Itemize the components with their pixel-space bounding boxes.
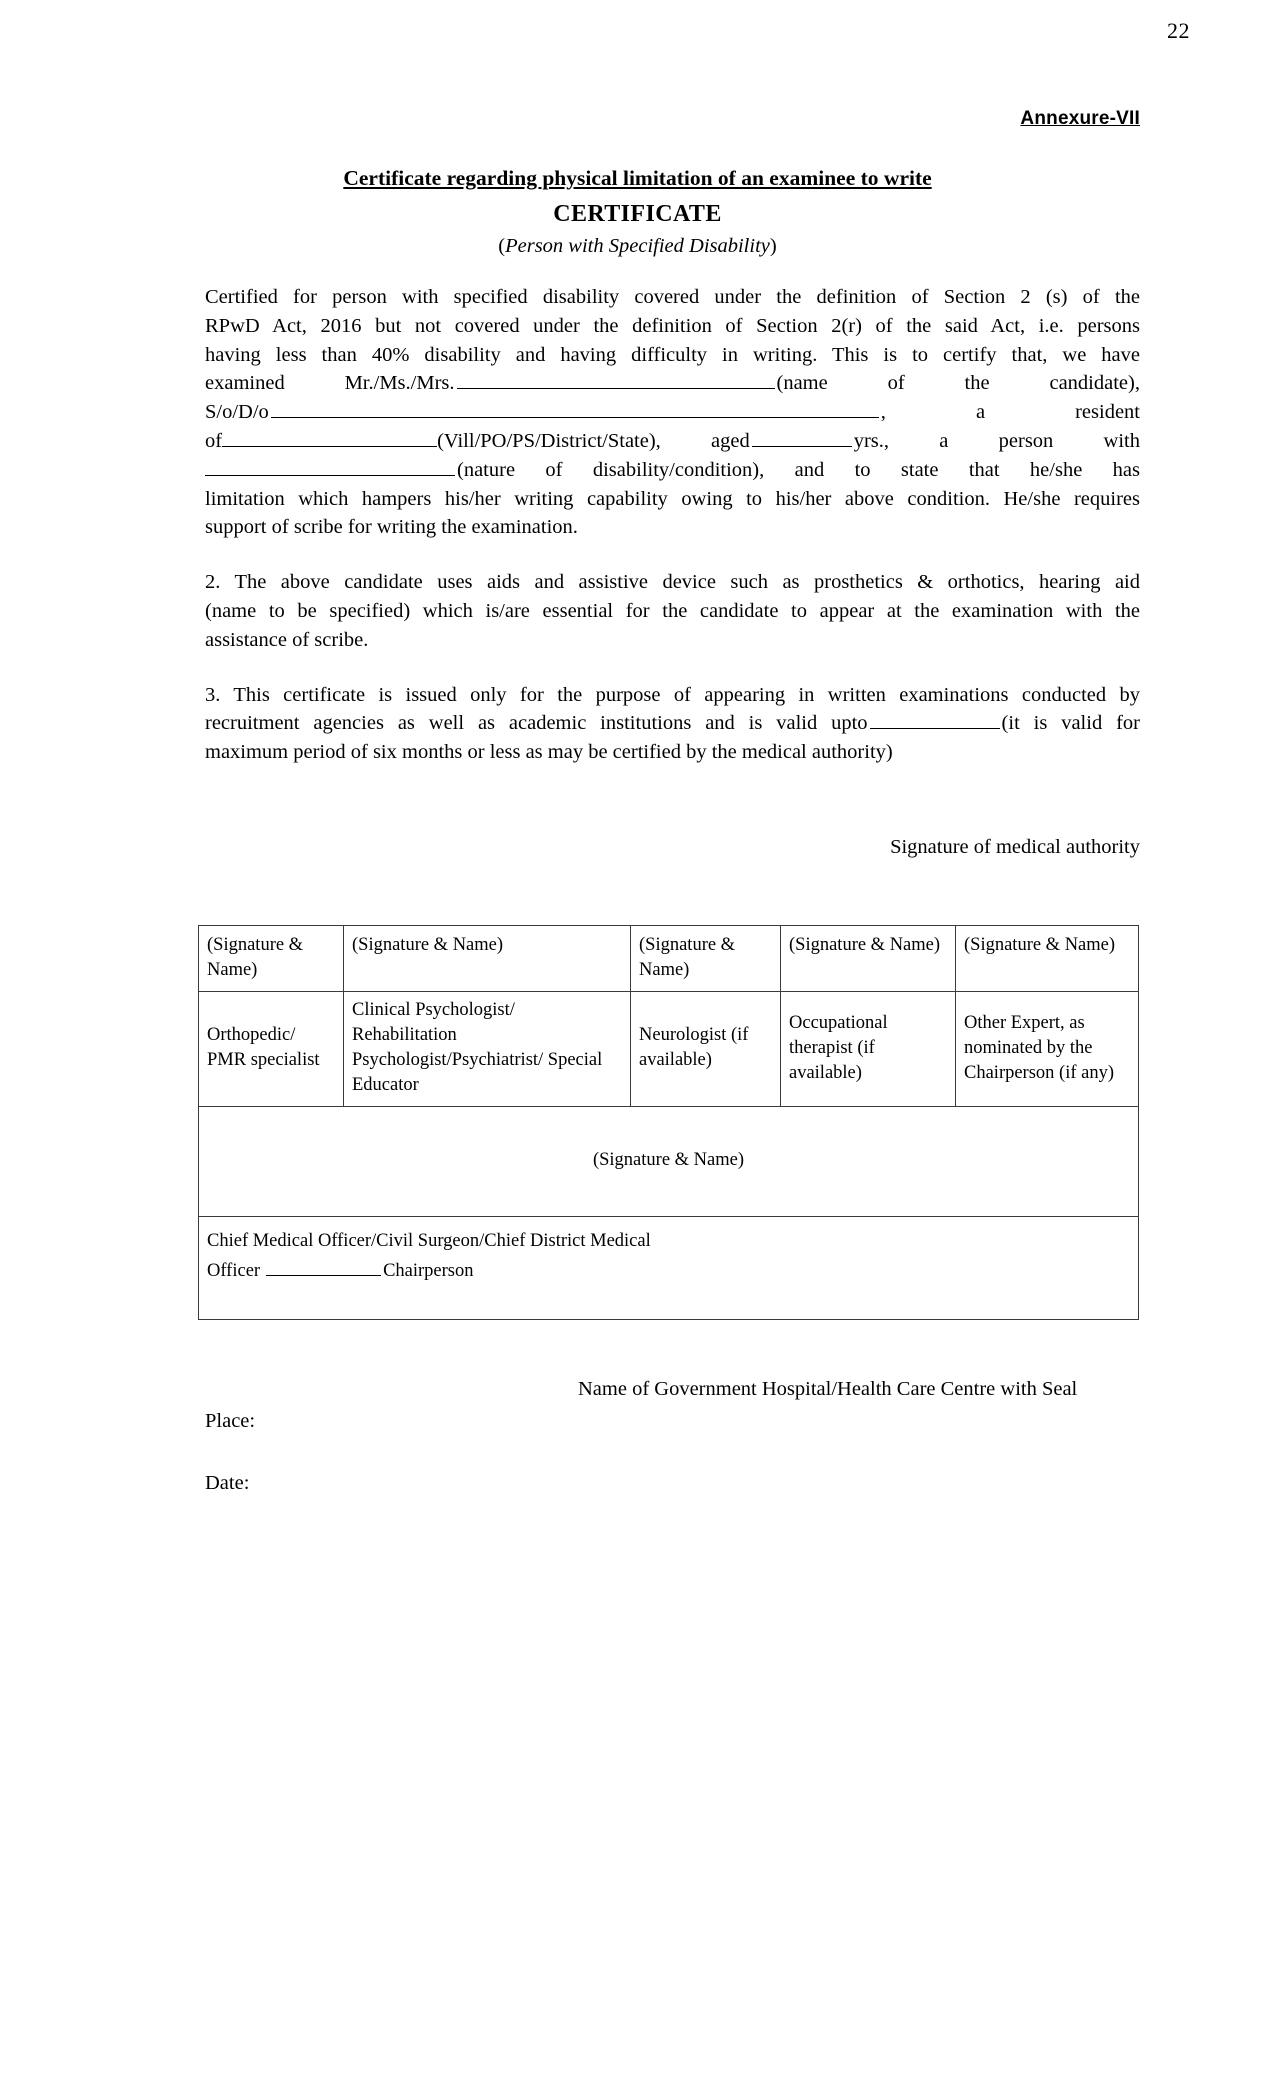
role-cell-orthopedic: Orthopedic/ PMR specialist: [199, 992, 344, 1107]
page-number: 22: [1167, 18, 1190, 43]
nature-of-disability-blank[interactable]: [205, 456, 455, 476]
p1-line-6-mid: (Vill/PO/PS/District/State), aged: [437, 429, 750, 452]
p1-line-5: [205, 398, 1140, 427]
parent-name-blank[interactable]: [271, 398, 879, 418]
signature-of-medical-authority-label: Signature of medical authority: [890, 836, 1140, 858]
address-blank[interactable]: [222, 427, 437, 447]
p3-line-3: maximum period of six months or less as may be certified by the medical authority): [205, 741, 893, 764]
date-label: Date:: [205, 1472, 250, 1494]
p1-line-4-suffix: (name of the candidate),: [776, 372, 1140, 395]
candidate-name-blank[interactable]: [457, 369, 775, 389]
chairperson-label: Chairperson: [383, 1261, 474, 1281]
p3-line-2-prefix: recruitment agencies as well as academic institutions and is valid upto: [205, 712, 868, 735]
p1-line-5-prefix: S/o/D/o: [205, 401, 269, 424]
place-label: Place:: [205, 1410, 256, 1432]
p1-line-8: limitation which hampers his/her writing capability owing to his/her above condition. He/she requires: [205, 487, 1140, 510]
p1-line-4: [205, 369, 1140, 398]
paragraph-2: [205, 568, 1140, 654]
p2-line-3: assistance of scribe.: [205, 628, 369, 651]
signature-header-cell-3: (Signature & Name): [631, 926, 781, 992]
p3-line-2-suffix: (it is valid for: [1001, 712, 1140, 735]
signature-header-cell-2: (Signature & Name): [344, 926, 631, 992]
p1-line-9: support of scribe for writing the examination.: [205, 516, 578, 539]
subtitle-open-paren: (: [498, 234, 506, 257]
subtitle-italic-text: Person with Specified Disability: [505, 234, 770, 257]
annexure-label: Annexure-VII: [1020, 108, 1140, 129]
table-row-chief-medical-officer: [199, 1217, 1139, 1320]
hospital-name-label: Name of Government Hospital/Health Care Centre with Seal: [578, 1378, 1078, 1400]
table-row-merged-signature: [199, 1107, 1139, 1217]
signature-table: [198, 925, 1139, 1320]
p1-line-4-prefix: examined Mr./Ms./Mrs.: [205, 372, 455, 395]
chief-medical-officer-cell: [199, 1217, 1139, 1320]
chief-line-2: [207, 1256, 1130, 1284]
p1-line-6-suffix: yrs., a person with: [853, 429, 1140, 452]
document-subtitle: [205, 235, 1070, 258]
merged-signature-cell: (Signature & Name): [199, 1107, 1139, 1217]
role-cell-other-expert: Other Expert, as nominated by the Chairperson (if any): [956, 992, 1139, 1107]
p1-line-7-suffix: (nature of disability/condition), and to state that he/she has: [457, 458, 1140, 481]
p2-line-1: 2. The above candidate uses aids and assistive device such as prosthetics & orthotics, hearing aid: [205, 571, 1140, 594]
p1-line-6-prefix: of: [205, 429, 223, 452]
chief-line-1: Chief Medical Officer/Civil Surgeon/Chief District Medical: [207, 1231, 651, 1251]
signature-header-cell-1: (Signature & Name): [199, 926, 344, 992]
p3-line-2: [205, 709, 1140, 738]
document-title: CERTIFICATE: [553, 200, 722, 227]
signature-header-cell-5: (Signature & Name): [956, 926, 1139, 992]
chief-officer-blank[interactable]: [266, 1256, 381, 1276]
body-area: [205, 283, 1140, 767]
signature-header-cell-4: (Signature & Name): [781, 926, 956, 992]
p3-line-1: 3. This certificate is issued only for the purpose of appearing in written examinations conducted by: [205, 683, 1140, 706]
heading-block: [205, 165, 1070, 258]
paragraph-1: [205, 283, 1140, 542]
table-row-signature-headers: [199, 926, 1139, 992]
p1-line-1: Certified for person with specified disability covered under the definition of Section 2 (s) of the: [205, 286, 1140, 308]
age-blank[interactable]: [752, 427, 852, 447]
p2-line-2: (name to be specified) which is/are essential for the candidate to appear at the examination with the: [205, 599, 1140, 622]
subtitle-close-paren: ): [769, 234, 777, 257]
p1-line-5-suffix: , a resident: [880, 401, 1140, 424]
document-subject-title-text: Certificate regarding physical limitation of an examinee to write: [343, 166, 932, 190]
table-row-roles: [199, 992, 1139, 1107]
document-subject-title: [205, 165, 1070, 192]
role-cell-occupational-therapist: Occupational therapist (if available): [781, 992, 956, 1107]
role-cell-clinical-psychologist: Clinical Psychologist/ Rehabilitation Psychologist/Psychiatrist/ Special Educator: [344, 992, 631, 1107]
p1-line-6: [205, 427, 1140, 456]
valid-upto-blank[interactable]: [870, 709, 1000, 729]
p1-line-3: having less than 40% disability and having difficulty in writing. This is to certify that, we have: [205, 343, 1140, 366]
paragraph-3: [205, 681, 1140, 767]
p1-line-2: RPwD Act, 2016 but not covered under the definition of Section 2(r) of the said Act, i.e. persons: [205, 314, 1140, 337]
p1-line-7: [205, 456, 1140, 485]
role-cell-neurologist: Neurologist (if available): [631, 992, 781, 1107]
chief-officer-label: Officer: [207, 1261, 261, 1281]
